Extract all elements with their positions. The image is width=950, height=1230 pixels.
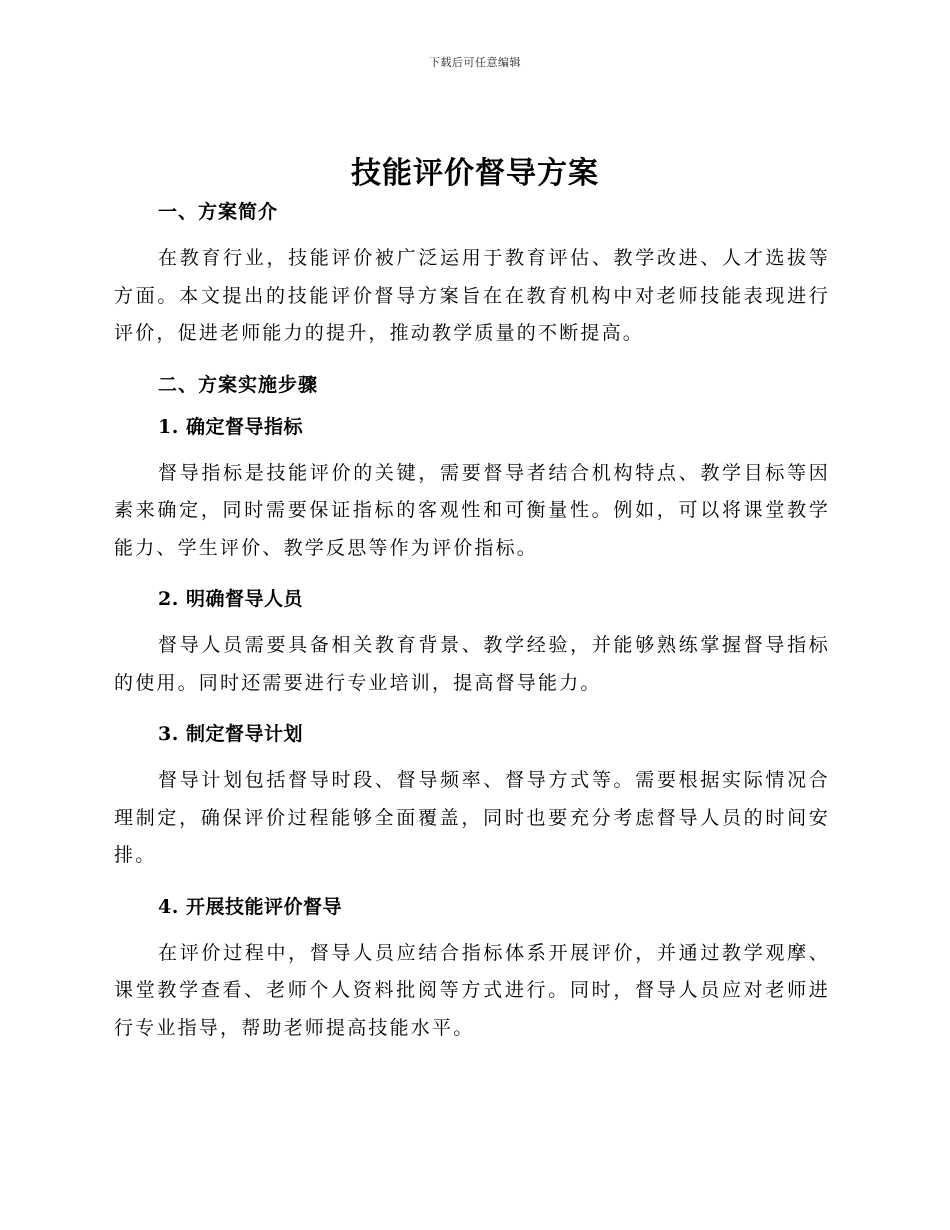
step-heading-1: 1. 确定督导指标: [158, 415, 303, 438]
step-paragraph-4: 在评价过程中，督导人员应结合指标体系开展评价，并通过教学观摩、课堂教学查看、老师个人资料批阅等方式进行。同时，督导人员应对老师进行专业指导，帮助老师提高技能水平。: [114, 941, 830, 1039]
step-paragraph-3: 督导计划包括督导时段、督导频率、督导方式等。需要根据实际情况合理制定，确保评价过程能够全面覆盖，同时也要充分考虑督导人员的时间安排。: [114, 769, 830, 866]
page-header: 下载后可任意编辑: [429, 56, 521, 69]
document-title: 技能评价督导方案: [351, 156, 599, 191]
step-heading-2: 2. 明确督导人员: [158, 588, 303, 610]
step-heading-3: 3. 制定督导计划: [158, 723, 303, 745]
paragraph-intro: 在教育行业，技能评价被广泛运用于教育评估、教学改进、人才选拔等方面。本文提出的技能评价督导方案旨在在教育机构中对老师技能表现进行评价，促进老师能力的提升，推动教学质量的不断提高。: [114, 247, 830, 344]
section-heading-steps: 二、方案实施步骤: [158, 373, 319, 396]
step-heading-4: 4. 开展技能评价督导: [158, 895, 342, 918]
step-paragraph-2: 督导人员需要具备相关教育背景、教学经验，并能够熟练掌握督导指标的使用。同时还需要进行专业培训，提高督导能力。: [114, 634, 830, 694]
section-heading-intro: 一、方案简介: [158, 201, 279, 223]
document-body: [114, 198, 830, 1047]
step-paragraph-1: 督导指标是技能评价的关键，需要督导者结合机构特点、教学目标等因素来确定，同时需要保证指标的客观性和可衡量性。例如，可以将课堂教学能力、学生评价、教学反思等作为评价指标。: [114, 461, 830, 559]
